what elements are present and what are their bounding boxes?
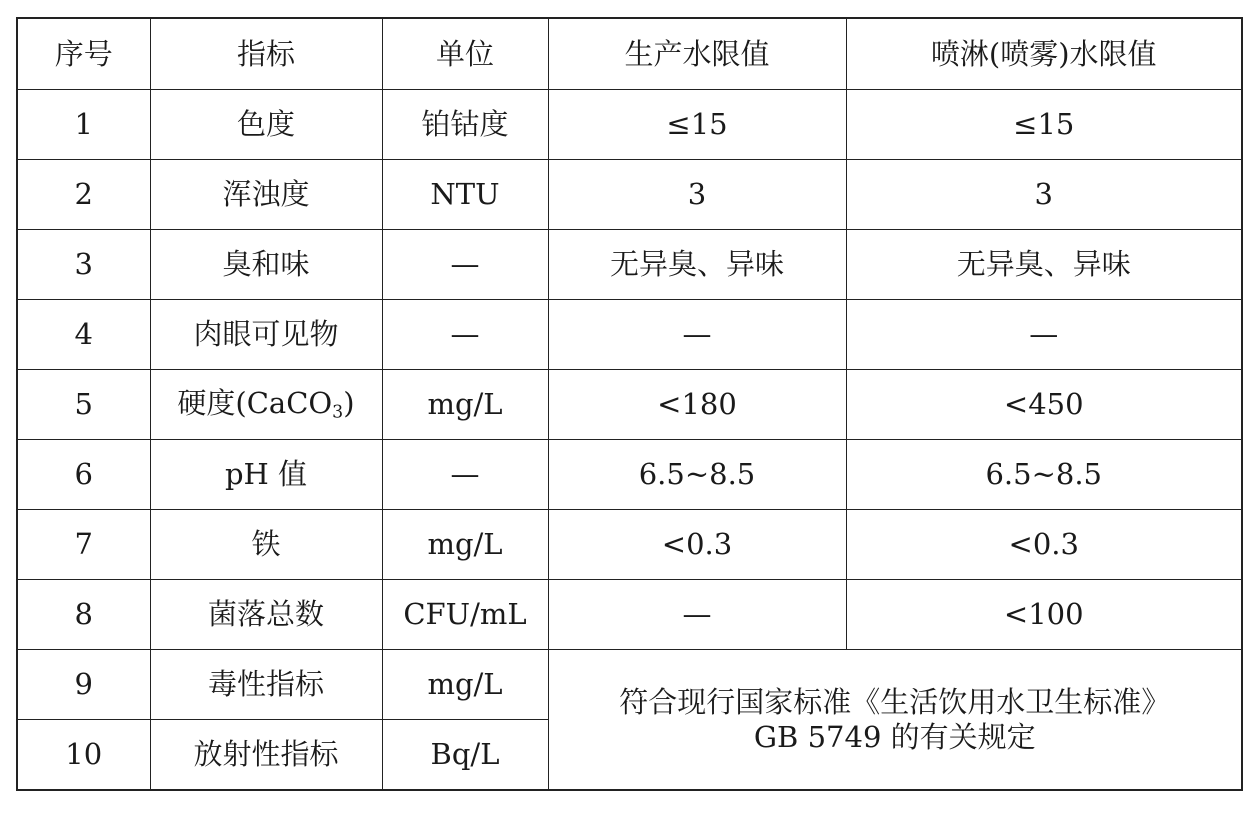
cell-unit: —: [382, 300, 548, 370]
header-row: [17, 18, 1242, 90]
cell-production-limit: 无异臭、异味: [548, 230, 846, 300]
cell-unit: mg/L: [382, 650, 548, 720]
cell-no: 10: [17, 720, 150, 791]
cell-indicator: 毒性指标: [150, 650, 382, 720]
cell-production-limit: —: [548, 580, 846, 650]
cell-indicator: 铁: [150, 510, 382, 580]
cell-production-limit: —: [548, 300, 846, 370]
cell-spray-limit: 6.5~8.5: [846, 440, 1242, 510]
cell-indicator: [150, 370, 382, 440]
header-spray-limit: 喷淋(喷雾)水限值: [846, 18, 1242, 90]
cell-spray-limit: ≤15: [846, 90, 1242, 160]
indicator-suffix: ): [343, 385, 355, 420]
cell-spray-limit: 无异臭、异味: [846, 230, 1242, 300]
header-unit: 单位: [382, 18, 548, 90]
cell-unit: CFU/mL: [382, 580, 548, 650]
table-row: [17, 300, 1242, 370]
cell-no: 5: [17, 370, 150, 440]
cell-unit: mg/L: [382, 370, 548, 440]
cell-spray-limit: 3: [846, 160, 1242, 230]
cell-no: 4: [17, 300, 150, 370]
cell-spray-limit: —: [846, 300, 1242, 370]
cell-indicator: 肉眼可见物: [150, 300, 382, 370]
table-row: [17, 90, 1242, 160]
cell-no: 8: [17, 580, 150, 650]
cell-spray-limit: <100: [846, 580, 1242, 650]
cell-no: 1: [17, 90, 150, 160]
cell-indicator: 臭和味: [150, 230, 382, 300]
cell-production-limit: ≤15: [548, 90, 846, 160]
merged-standard-note: [548, 650, 1242, 791]
cell-indicator: 浑浊度: [150, 160, 382, 230]
header-no: 序号: [17, 18, 150, 90]
cell-no: 7: [17, 510, 150, 580]
cell-production-limit: 3: [548, 160, 846, 230]
merged-note-line1: 符合现行国家标准《生活饮用水卫生标准》: [619, 684, 1171, 719]
indicator-prefix: 硬度(CaCO: [177, 385, 333, 420]
cell-unit: mg/L: [382, 510, 548, 580]
cell-unit: —: [382, 230, 548, 300]
table-row: [17, 650, 1242, 720]
table-row: [17, 370, 1242, 440]
table-row: [17, 580, 1242, 650]
indicator-subscript: 3: [332, 402, 344, 423]
cell-indicator: 菌落总数: [150, 580, 382, 650]
cell-production-limit: <0.3: [548, 510, 846, 580]
cell-no: 3: [17, 230, 150, 300]
cell-production-limit: <180: [548, 370, 846, 440]
table-row: [17, 440, 1242, 510]
cell-unit: —: [382, 440, 548, 510]
cell-no: 2: [17, 160, 150, 230]
merged-note-line2: GB 5749 的有关规定: [753, 719, 1036, 754]
cell-indicator: 色度: [150, 90, 382, 160]
cell-unit: 铂钴度: [382, 90, 548, 160]
header-production-limit: 生产水限值: [548, 18, 846, 90]
cell-production-limit: 6.5~8.5: [548, 440, 846, 510]
cell-spray-limit: <0.3: [846, 510, 1242, 580]
header-indicator: 指标: [150, 18, 382, 90]
cell-spray-limit: <450: [846, 370, 1242, 440]
cell-no: 9: [17, 650, 150, 720]
cell-unit: Bq/L: [382, 720, 548, 791]
table-row: [17, 160, 1242, 230]
cell-indicator: pH 值: [150, 440, 382, 510]
cell-no: 6: [17, 440, 150, 510]
table-row: [17, 230, 1242, 300]
cell-indicator: 放射性指标: [150, 720, 382, 791]
water-quality-limits-table: [16, 17, 1243, 791]
cell-unit: NTU: [382, 160, 548, 230]
table-row: [17, 510, 1242, 580]
